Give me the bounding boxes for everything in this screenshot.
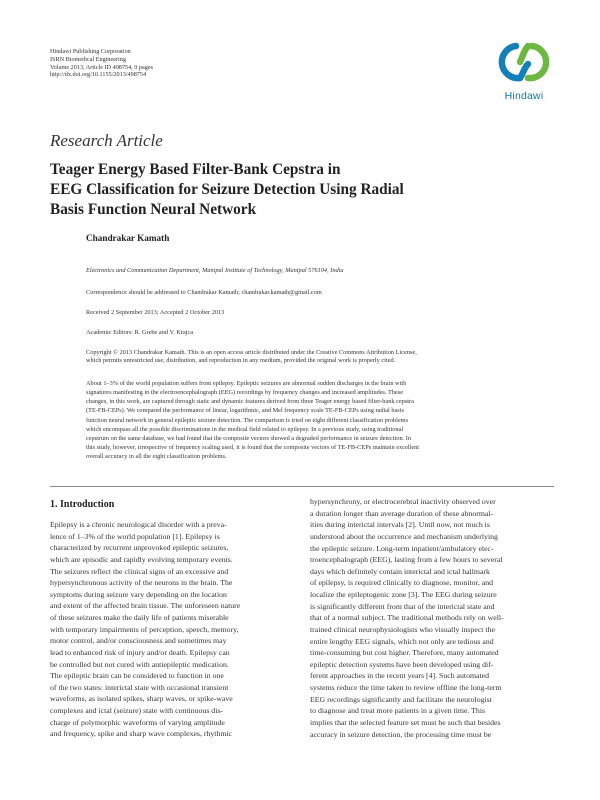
body-line: waveforms, as isolated spikes, sharp waves, or spike-wave [50, 694, 233, 704]
article-type: Research Article [50, 131, 163, 150]
body-line: The epileptic brain can be considered to function in one [50, 671, 224, 681]
body-line: time-consuming but cost higher. Therefore, many automated [310, 648, 499, 658]
body-line: days which definitely contain interictal and ictal hallmark [310, 566, 490, 576]
body-line: be controlled but not cured with antiepileptic medication. [50, 659, 229, 669]
title-line: Teager Energy Based Filter-Bank Cepstra in [50, 161, 341, 178]
body-line: systems reduce the time taken to review offline the long-term [310, 683, 502, 692]
section-heading-introduction: 1. Introduction [50, 499, 115, 510]
title-line: Basis Function Neural Network [50, 201, 257, 218]
abstract [86, 379, 552, 461]
body-line: understood about the occurrence and mechanism underlying [310, 531, 498, 541]
abstract-line: About 1–3% of the world population suffers from epilepsy. Epileptic seizures are abnormal sudden discharges in the brain with [86, 380, 407, 387]
article-title [50, 160, 510, 220]
body-line: a duration longer than average duration of these abnormal- [310, 508, 494, 518]
hindawi-logo-icon [494, 38, 554, 90]
body-line: is significantly different from that of the interictal state and [310, 601, 495, 611]
body-line: of these seizures make the daily life of patients miserable [50, 613, 229, 622]
publisher-name: Hindawi Publishing Corporation [50, 48, 131, 55]
abstract-line: this study, however, irrespective of frequency scaling used, it is found that the composite vectors of TE-FB-CEPs maintain excellent [86, 444, 420, 452]
copyright-notice [86, 349, 552, 366]
abstract-line: cepstrum on the same database, we had found that the composite vectors showed a degraded performance in seizure detection. In [86, 434, 412, 442]
editors-line: Academic Editors: R. Grebe and V. Krajca [86, 329, 194, 336]
body-line: charge of polymorphic waveforms of varying amplitude [50, 717, 225, 727]
body-line: troencephalograph (EEG), lasting from a few hours to several [310, 555, 503, 565]
abstract-line: signatures manifesting in the electroencephalograph (EEG) recordings by frequency changes and increased amplitudes. These [86, 389, 404, 397]
volume-info: Volume 2013, Article ID 498754, 9 pages [50, 63, 153, 71]
body-line: that of a normal subject. The traditional methods rely on well- [310, 613, 504, 623]
body-line: Epilepsy is a chronic neurological disorder with a preva- [50, 520, 227, 529]
body-line: ferent approaches in the recent years [4]. Such automated [310, 671, 490, 681]
body-line: hypersynchronous activity of the neurons in the brain. The [50, 578, 233, 588]
journal-name: ISRN Biomedical Engineering [50, 55, 126, 63]
body-line: hypersynchrony, or electrocerebral inactivity observed over [310, 497, 496, 506]
body-line: of the two states: interictal state with occasional transient [50, 682, 229, 692]
body-line: motor control, and/or consciousness and sometimes may [50, 636, 227, 646]
copyright-line: Copyright © 2013 Chandrakar Kamath. This is an open access article distributed under the Creative Commons Attribution License, [86, 349, 417, 356]
body-line: implies that the selected feature set must be such that besides [310, 717, 501, 727]
abstract-line: function neural network in general epileptic seizure detection. The comparison is tried on eight different classification problems [86, 416, 409, 424]
hindawi-logo [494, 38, 554, 108]
body-column-right [310, 496, 504, 740]
body-line: symptoms during seizure vary depending on the location [50, 589, 227, 599]
body-line: to diagnose and treat more patients in a given time. This [310, 706, 486, 716]
body-line: and extent of the affected brain tissue. The unforeseen nature [50, 601, 241, 611]
copyright-line: which permits unrestricted use, distribution, and reproduction in any medium, provided the original work is properly cited. [86, 357, 396, 365]
doi-link[interactable]: http://dx.doi.org/10.1155/2013/498754 [50, 71, 147, 79]
title-line: EEG Classification for Seizure Detection Using Radial [50, 181, 404, 198]
abstract-line: overall accuracy in all the eight classification problems. [86, 453, 227, 461]
body-line: The seizures reflect the clinical signs of an excessive and [50, 566, 229, 576]
body-line: characterized by recurrent unprovoked epileptic seizures, [50, 543, 229, 553]
body-line: ities during interictal intervals [2]. Until now, not much is [310, 520, 490, 530]
body-line: lead to enhanced risk of injury and/or death. Epilepsy can [50, 647, 230, 657]
body-line: of epilepsy, is required clinically to diagnose, monitor, and [310, 578, 494, 588]
journal-header [50, 48, 153, 79]
body-line: which are episodic and rapidly evolving temporary events. [50, 554, 233, 564]
body-line: complexes and ictal (seizure) state with continuous dis- [50, 706, 223, 715]
dates-line: Received 2 September 2013; Accepted 2 October 2013 [86, 309, 225, 316]
body-line: and frequency, spike and sharp wave complexes, rhythmic [50, 729, 233, 739]
author-affiliation: Electronics and Communication Department, Manipal Institute of Technology, Manipal 576104, India [86, 267, 344, 274]
body-column-left [50, 519, 240, 740]
body-line: entire lengthy EEG signals, which not only are tedious and [310, 636, 494, 646]
body-line: the epileptic seizure. Long-term inpatient/ambulatory elec- [310, 543, 494, 553]
body-line: with temporary impairments of perception, speech, memory, [50, 624, 239, 634]
body-line: trained clinical neurophysiologists who visually inspect the [310, 624, 495, 634]
abstract-line: changes, in this work, are captured through static and dynamic features derived from three Teager energy based filter-bank cepstra [86, 398, 414, 406]
logo-wordmark: Hindawi [504, 90, 544, 102]
body-line: lence of 1–3% of the world population [1]. Epilepsy is [50, 531, 220, 541]
abstract-line: (TE-FB-CEPs). We compared the performance of linear, logarithmic, and Mel frequency scale TE-FB-CEPs using radial basis [86, 407, 404, 415]
section-divider [50, 486, 554, 487]
abstract-line: which encompass all the possible discriminations in the medical field related to epilepsy. In a previous study, using traditional [86, 425, 404, 433]
body-line: localize the epileptogenic zone [3]. The EEG during seizure [310, 590, 497, 599]
body-line: EEG recordings significantly and facilitate the neurologist [310, 694, 492, 704]
author-name: Chandrakar Kamath [86, 233, 170, 243]
body-line: accuracy in seizure detection, the processing time must be [310, 729, 492, 739]
correspondence-line: Correspondence should be addressed to Chandrakar Kamath; chandrakar.kamath@gmail.com [86, 289, 322, 296]
body-line: epileptic detection systems have been developed using dif- [310, 659, 494, 669]
